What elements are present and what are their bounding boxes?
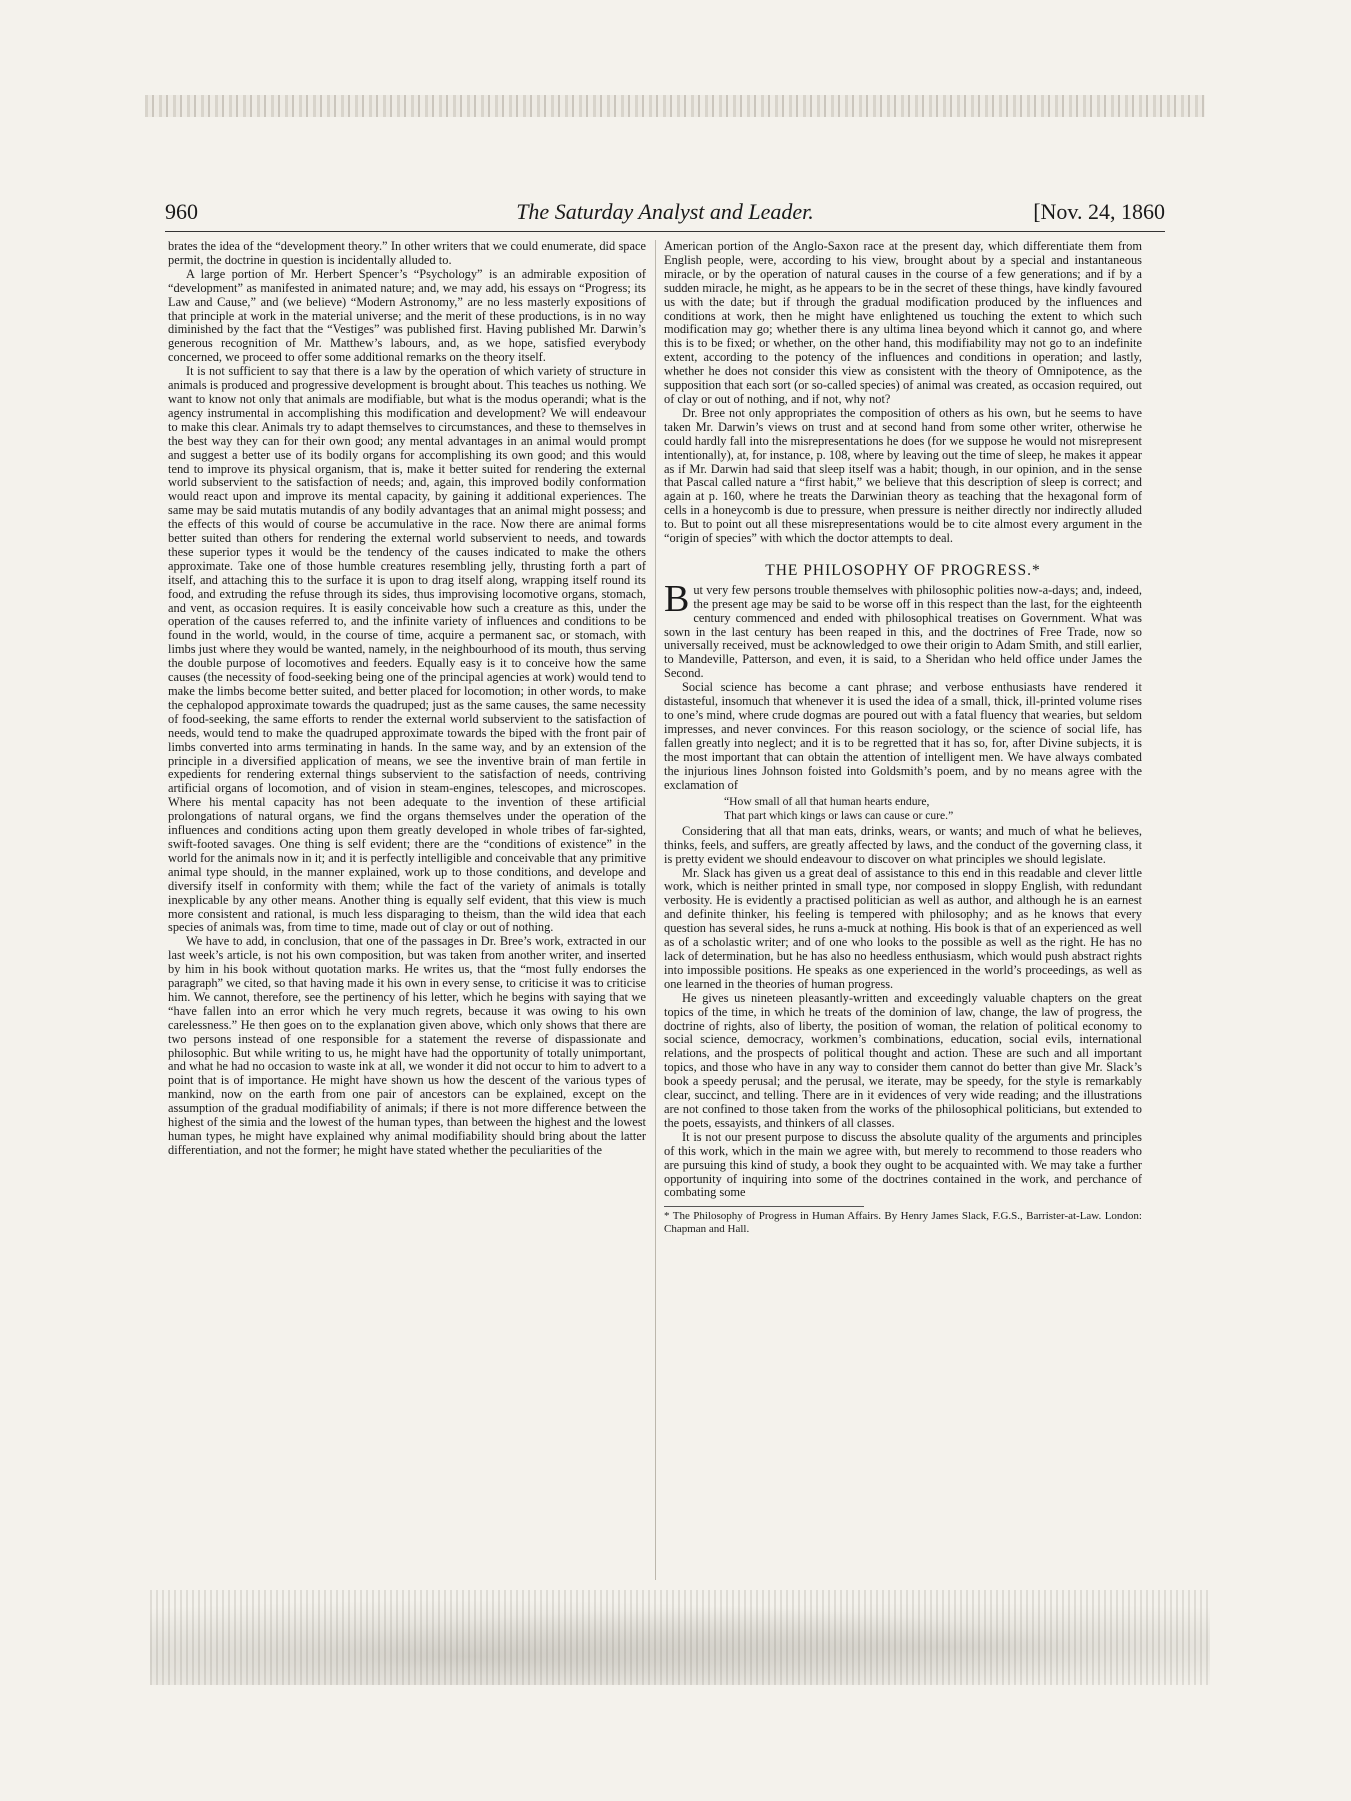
paragraph: We have to add, in conclusion, that one of the passages in Dr. Bree’s work, extracted in our last week’s article, is not his own composition, but was taken from another writer, and inserted by him in his book without quotation marks. He writes us, that the “most fully endorses the paragraph” we cited, so that having made it his own in every sense, to criticise it was to criticise him. We cannot, therefore, see the pertinency of his letter, which he begins with saying that we “have fallen into an error which he very much regrets, because it was owing to his own carelessness.” He then goes on to the explanation given above, which only shows that there are two persons instead of one responsible for a statement the reverse of dispassionate and philosophic. But while writing to us, he might have had the opportunity of totally unimportant, and what he had no occasion to waste ink at all, we wonder it did not occur to him to advert to a point that is of importance. He might have shown us how the descent of the various types of mankind, now on the earth from one pair of ancestors can be explained, except on the assumption of the gradual modifiability of animals; if there is not more difference between the highest of the simia and the lowest of the human types, than between the highest and the lowest human types, he might have explained why animal modifiability should bring about the latter differentiation, and not the former; he might have stated whether the peculiarities of the bbox=[168, 934, 646, 1157]
paragraph: Social science has become a cant phrase; and verbose enthusiasts have rendered it distasteful, insomuch that whenever it is used the idea of a small, thick, ill-printed volume rises to one’s mind, where crude dogmas are poured out with a fatal fluency that wearies, but seldom impresses, and never convinces. For this reason sociology, or the science of social life, has fallen greatly into neglect; and it is to be regretted that it has so, for, after Divine subjects, it is the most important that can obtain the attention of intelligent men. We have always combated the injurious lines Johnson foisted into Goldsmith’s poem, and by no means agree with the exclamation of bbox=[664, 680, 1142, 792]
running-title: The Saturday Analyst and Leader. bbox=[516, 199, 814, 224]
verse-line: “How small of all that human hearts endure, bbox=[724, 795, 930, 809]
paragraph: But very few persons trouble themselves with philosophic polities now-a-days; and, indeed, the present age may be said to be worse off in this respect than the last, for the eighteenth century commenced and ended with philosophical treatises on Government. What was sown in the last century has been reaped in this, and the doctrines of Free Trade, now so universally received, must be acknowledged to owe their origin to Adam Smith, and still earlier, to Mandeville, Patterson, and even, it is said, to a Sheridan who held office under James the Second. bbox=[664, 577, 1142, 681]
verse-line: That part which kings or laws can cause or cure.” bbox=[724, 808, 954, 822]
paragraph: American portion of the Anglo-Saxon race at the present day, which differentiate them from English people, were, according to his view, brought about by a special and instantaneous miracle, or by the operation of natural causes in the course of a few generations; and if by a sudden miracle, he might, as he appears to be in the secret of these things, have kindly favoured us with the date; but if through the gradual modification produced by the influences and conditions at work, then he might have enlightened us touching the extent to which such modification may go; whether there is any ultima linea beyond which it cannot go, and where this is to be fixed; or whether, on the other hand, this modifiability may not go to an indefinite extent, according to the potency of the influences and conditions in operation; and lastly, whether he does not consider this view as consistent with the theory of Omnipotence, as the supposition that each sort (or so-called species) of animal was created, as occasion required, out of clay or out of nothing, and if not, why not? bbox=[664, 240, 1142, 406]
paragraph: Dr. Bree not only appropriates the composition of others as his own, but he seems to have taken Mr. Darwin’s views on trust and at second hand from some other writer, otherwise he could hardly fall into the misrepresentations he does (for we suppose he would not misrepresent intentionally), at, for instance, p. 108, where by leaving out the time of sleep, he makes it appear as if Mr. Darwin had said that sleep itself was a habit; though, in our opinion, and in the sense that Pascal called nature a “first habit,” we believe that this description of sleep is correct; and again at p. 160, where he treats the Darwinian theory as teaching that the hexagonal form of cells in a honeycomb is due to pressure, when pressure is neither directly nor indirectly alluded to. But to point out all these misrepresentations would be to cite almost every argument in the “origin of species” with which the doctor attempts to deal. bbox=[664, 405, 1142, 546]
paragraph: Considering that all that man eats, drinks, wears, or wants; and much of what he believes, thinks, feels, and suffers, are greatly affected by laws, and the conduct of the governing class, it is pretty evident we should endeavour to discover on what principles we should legislate. bbox=[664, 823, 1142, 866]
paragraph: It is not our present purpose to discuss the absolute quality of the arguments and principles of this work, which in the main we agree with, but merely to recommend to those readers who are pursuing this kind of study, a book they ought to be acquainted with. We may take a further opportunity of inquiring into some of the doctrines contained in the work, and perchance of combating some bbox=[664, 1129, 1142, 1200]
paragraph: A large portion of Mr. Herbert Spencer’s “Psychology” is an admirable exposition of “development” as manifested in animated nature; and, we may add, his essays on “Progress; its Law and Cause,” and (we believe) “Modern Astronomy,” are no less masterly expositions of that principle at work in the material universe; and the merit of these productions, is in no way diminished by the fact that the “Vestiges” was published first. Having published Mr. Darwin’s generous recognition of Mr. Matthew’s labours, and, as we hope, satisfied everybody concerned, we proceed to offer some additional remarks on the theory itself. bbox=[168, 266, 646, 365]
header-rule bbox=[165, 231, 1165, 232]
scan-artifact-bottom bbox=[150, 1590, 1210, 1685]
left-column bbox=[168, 240, 646, 1580]
page-number: 960 bbox=[165, 199, 198, 224]
right-column bbox=[664, 240, 1142, 1572]
footnote: * The Philosophy of Progress in Human Affairs. By Henry James Slack, F.G.S., Barrister-at-Law. London: Chapman and Hall. bbox=[664, 1210, 1142, 1235]
paragraph: He gives us nineteen pleasantly-written and exceedingly valuable chapters on the great topics of the time, in which he treats of the dominion of law, change, the law of progress, the doctrine of rights, also of liberty, the position of woman, the relation of political economy to social science, democracy, workmen’s combinations, education, social evils, international relations, and the prospects of political thought and action. These are such and all important topics, and those who have in any way to consider them cannot do better than give Mr. Slack’s book a speedy perusal; and the perusal, we iterate, may be speedy, for the style is remarkably clear, succinct, and telling. There are in it evidences of very wide reading; and the illustrations are not confined to those taken from the works of the philosophical politicians, but extended to the poets, essayists, and thinkers of all classes. bbox=[664, 990, 1142, 1130]
footnote-rule bbox=[664, 1206, 864, 1207]
paragraph: It is not sufficient to say that there is a law by the operation of which variety of structure in animals is produced and progressive development is brought about. This teaches us nothing. We want to know not only that animals are modifiable, but what is the modus operandi; what is the agency instrumental in accomplishing this modification and development? We will endeavour to make this clear. Animals try to adapt themselves to circumstances, and these to themselves in the best way they can for their own good; any mental advantages in an animal would prompt and suggest a better use of its bodily organs for accomplishing its own good; and this would tend to improve its physical organism, that is, make it better suited for rendering the external world subservient to the satisfaction of needs; and, again, this improved bodily conformation would react upon and improve its mental capacity, by gaining it additional experiences. The same may be said mutatis mutandis of any bodily advantages that an animal might possess; and the effects of this would of course be accumulative in the race. Now there are animal forms better suited than others for rendering the external world subservient to needs, and towards these superior types it would be the tendency of the causes indicated to make the others approximate. Take one of those humble creatures resembling jelly, thrusting forth a part of itself, and attaching this to the surface it is upon to drag itself along, wrapping itself round its food, and extruding the refuse through its sides, thus improvising locomotive organs, stomach, and vent, as occasion requires. It is easily conceivable how such a creature as this, under the operation of the causes referred to, and the infinite variety of influences and conditions to be found in the world, would, in the course of time, acquire a permanent sac, or stomach, with limbs just where they would be wanted, namely, in the neighbourhood of its mouth, thus serving the double purpose of locomotives and feeders. Equally easy is it to conceive how the same causes (the necessity of food-seeking being one of the principal agencies at work) would tend to make the limbs become better suited, and better placed for locomotion; in other words, to make the cephalopod approximate towards the quadruped; just as the same causes, the same necessity of food-seeking, the same efforts to render the external world subservient to the satisfaction of needs, would tend to make the quadruped approximate towards the biped with the front pair of limbs converted into arms terminating in hands. In the same way, and by an extension of the principle in a diversified application of means, we see the inventive brain of man fertile in expedients for rendering external things subservient to the satisfaction of needs, contriving artificial organs of locomotion, and of vision in steam-engines, telescopes, and microscopes. Where his mental capacity has not been adequate to the invention of these artificial prolongations of natural organs, we find the organs themselves under the operation of the influences and conditions acting upon them greatly developed in whole tribes of far-sighted, swift-footed savages. One thing is self evident; there are the “conditions of existence” in the world for the animals now in it; and it is perfectly intelligible and conceivable that any primitive animal type should, in the manner explained, work up to those conditions, and develope and diversify itself in conformity with them; while the fact of the variety of animals is totally inexplicable by any other means. Another thing is equally self evident, that this view is much more consistent and rational, is much less disparaging to theism, than the wild idea that each species of animals was, from time to time, made out of clay or out of nothing. bbox=[168, 364, 646, 935]
paragraph: brates the idea of the “development theory.” In other writers that we could enumerate, did space permit, the doctrine in question is incidentally alluded to. bbox=[168, 240, 646, 267]
verse-quote bbox=[724, 795, 1142, 821]
issue-date: [Nov. 24, 1860 bbox=[1033, 199, 1165, 224]
column-divider bbox=[655, 240, 656, 1580]
page-header bbox=[165, 195, 1165, 231]
paragraph: Mr. Slack has given us a great deal of assistance to this end in this readable and clever little work, which is neither printed in small type, nor composed in sloppy English, with redundant verbosity. He is evidently a practised politician as well as author, and although he is an earnest and definite thinker, his feeling is tempered with philosophy; and as he knows that every question has several sides, he runs a-muck at nothing. His book is that of an experienced as well as of a scholastic writer; and of one who looks to the possible as well as the right. He has no lack of determination, but he has also no heedless enthusiasm, which would push abstract rights into impossible positions. He speaks as one experienced in the world’s proceedings, as well as one learned in the theories of human progress. bbox=[664, 865, 1142, 991]
article-title: THE PHILOSOPHY OF PROGRESS.* bbox=[765, 561, 1041, 579]
scan-artifact-top bbox=[145, 95, 1205, 117]
